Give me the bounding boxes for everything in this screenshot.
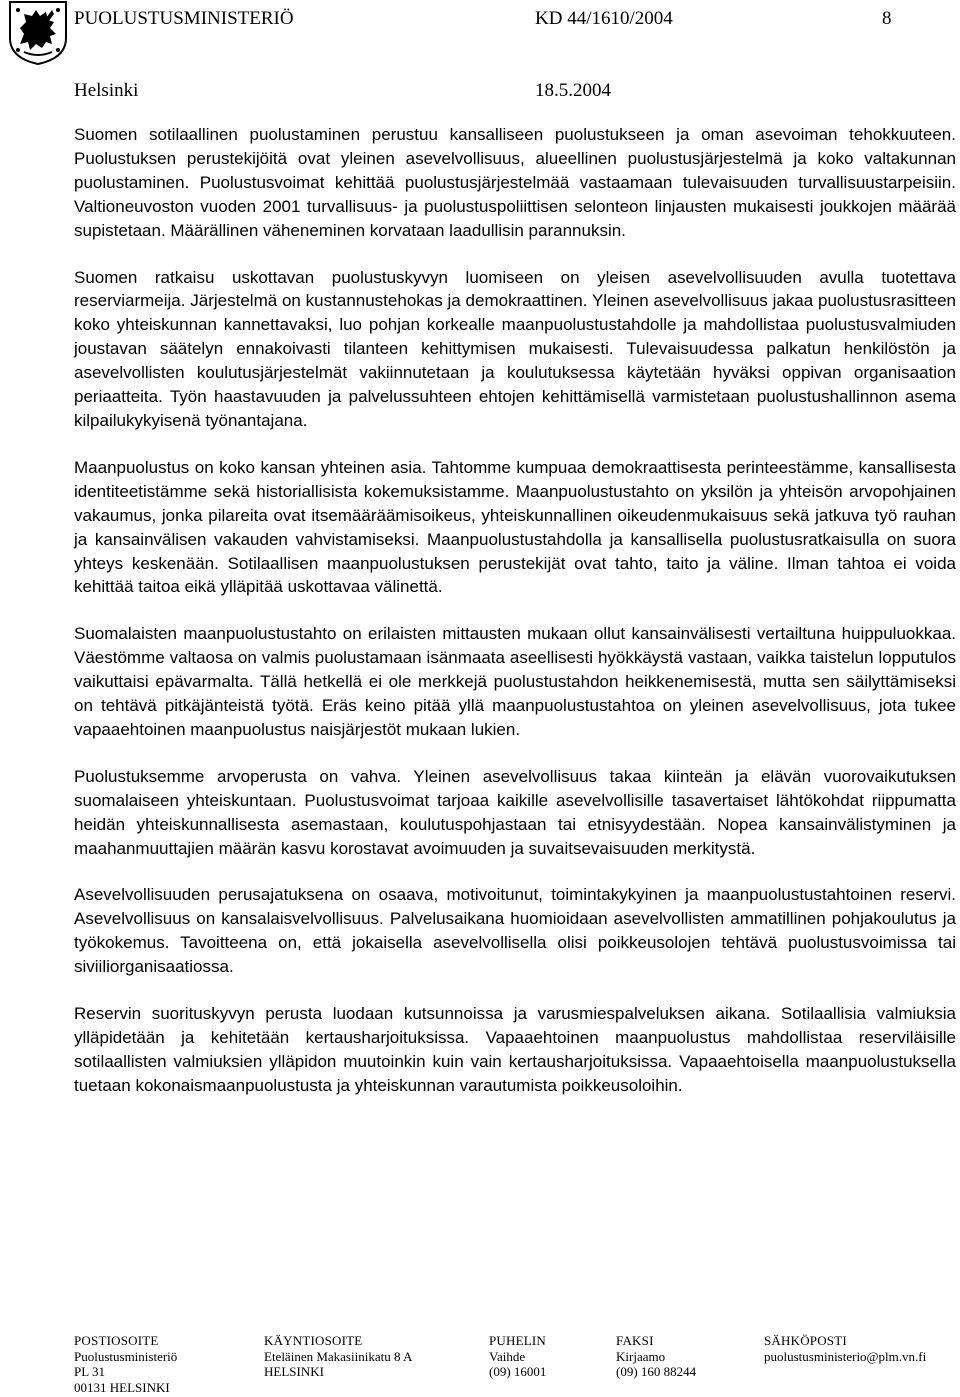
footer-line: HELSINKI [264, 1364, 324, 1379]
paragraph: Asevelvollisuuden perusajatuksena on osaava, motivoitunut, toimintakykyinen ja maanpuolustustahtoinen reservi. Asevelvollisuus on kansalaisvelvollisuus. Palvelusaikana huomioidaan asevelvollisten ammatillinen pohjakoulutus ja työkokemus. Tavoitteena on, että jokaisella asevelvollisella olisi poikkeusolojen tehtävä puolustusvoimissa tai siviiliorganisaatiossa. [74, 885, 956, 977]
footer-line: PL 31 [74, 1364, 105, 1379]
footer-label: POSTIOSOITE [74, 1333, 159, 1348]
footer-line: Kirjaamo [616, 1348, 666, 1364]
footer-label: SÄHKÖPOSTI [764, 1333, 847, 1348]
paragraph: Suomen ratkaisu uskottavan puolustuskyvyn luomiseen on yleisen asevelvollisuuden avulla tuotettava reserviarmeija. Järjestelmä on kustannustehokas ja demokraattinen. Yleinen asevelvollisuus jakaa puolustusrasitteen koko yhteiskunnan kannettavaksi, luo pohjan korkealle maanpuolustustahdolle ja mahdollistaa puolustusvalmiuden joustavan säätelyn ennakoivasti tilanteen kehittymisen mukaisesti. Tulevaisuudessa palkatun henkilöstön ja asevelvollisten koulutusjärjestelmät vakiinnutetaan ja koulutuksessa käytetään hyväksi oppivan organisaation periaatteita. Työn haastavuuden ja palvelussuhteen ehtojen kehittämisellä varmistetaan puolustushallinnon asema kilpailukykyisenä työnantajana. [74, 267, 956, 430]
footer-email-link[interactable]: puolustusministerio@plm.vn.fi [764, 1348, 927, 1364]
footer-label: PUHELIN [489, 1333, 547, 1348]
footer-visiting-address [264, 1333, 412, 1380]
footer-email [764, 1333, 926, 1364]
footer-line: Eteläinen Makasiinikatu 8 A [264, 1348, 413, 1364]
coat-of-arms-icon [6, 0, 70, 66]
footer-postal-address [74, 1333, 177, 1395]
paragraph: Suomalaisten maanpuolustustahto on erilaisten mittausten mukaan ollut kansainvälisesti vertailtuna huippuluokkaa. Väestömme valtaosa on valmis puolustamaan isänmaata aseellisesti hyökkäystä vastaan, vaikka taistelun lopputulos vaikuttaisi epävarmalta. Tällä hetkellä ei ole merkkejä puolustustahdon heikkenemisestä, mutta sen säilyttämiseksi on tehtävä pitkäjänteistä työtä. Eräs keino pitää yllä maanpuolustustahtoa on yleinen asevelvollisuus, jota tukee vapaaehtoinen maanpuolustus naisjärjestöt mukaan lukien. [74, 624, 956, 739]
paragraph: Suomen sotilaallinen puolustaminen perustuu kansalliseen puolustukseen ja oman asevoiman tehokkuuteen. Puolustuksen perustekijöitä ovat yleinen asevelvollisuus, alueellinen puolustusjärjestelmä ja koko valtakunnan puolustaminen. Puolustusvoimat kehittää puolustusjärjestelmää vastaamaan tulevaisuuden turvallisuustarpeisiin. Valtioneuvoston vuoden 2001 turvallisuus- ja puolustuspoliittisen selonteon linjausten mukaisesti joukkojen määrää supistetaan. Määrällinen väheneminen korvataan laadullisin parannuksin. [74, 125, 956, 240]
ministry-name: PUOLUSTUSMINISTERIÖ [74, 8, 294, 29]
footer-phone [489, 1333, 546, 1380]
footer-line: (09) 16001 [489, 1364, 547, 1379]
page-header [0, 0, 960, 110]
footer-line: Puolustusministeriö [74, 1348, 178, 1364]
page-footer [74, 1333, 956, 1397]
footer-label: FAKSI [616, 1333, 654, 1348]
header-city: Helsinki [74, 80, 139, 101]
document-reference: KD 44/1610/2004 [535, 8, 673, 29]
footer-line: 00131 HELSINKI [74, 1379, 170, 1395]
paragraph: Reservin suorituskyvyn perusta luodaan kutsunnoissa ja varusmiespalveluksen aikana. Sotilaallisia valmiuksia ylläpidetään ja kehitetään kertausharjoituksissa. Vapaaehtoinen maanpuolustus mahdollistaa reserviläisille sotilaallisten valmiuksien ylläpidon muutoinkin kuin vain kertausharjoituksissa. Vapaaehtoisella maanpuolustuksella tuetaan kokonaismaanpuolustusta ja yhteiskunnan varautumista poikkeusoloihin. [74, 1004, 956, 1095]
footer-line: (09) 160 88244 [616, 1364, 697, 1379]
document-body [74, 123, 956, 1121]
footer-label: KÄYNTIOSOITE [264, 1333, 363, 1348]
footer-line: Vaihde [489, 1348, 526, 1364]
header-date: 18.5.2004 [535, 80, 611, 101]
page-number: 8 [882, 8, 892, 29]
footer-fax [616, 1333, 696, 1380]
paragraph: Puolustuksemme arvoperusta on vahva. Yleinen asevelvollisuus takaa kiinteän ja elävän vuorovaikutuksen suomalaiseen yhteiskuntaan. Puolustusvoimat tarjoaa kaikille asevelvollisille tasavertaiset lähtökohdat riippumatta heidän yhteiskunnallisesta asemastaan, koulutuspohjastaan tai etnisyydestään. Nopea kansainvälistyminen ja maahanmuuttajien määrän kasvu korostavat avoimuuden ja suvaitsevaisuuden merkitystä. [74, 766, 956, 858]
paragraph: Maanpuolustus on koko kansan yhteinen asia. Tahtomme kumpuaa demokraattisesta perinteestämme, kansallisesta identiteetistämme sekä historiallisista kokemuksistamme. Maanpuolustustahto on yksilön ja yhteisön arvopohjainen vakaumus, jonka pilareita ovat itsemääräämisoikeus, yhteiskunnallinen oikeudenmukaisuus sekä jatkuva työ rauhan ja kansainvälisen vakauden vahvistamiseksi. Maanpuolustustahdolla ja kansallisella puolustusratkaisulla on suora yhteys keskenään. Sotilaallisen maanpuolustuksen perustekijät ovat tahto, taito ja väline. Ilman tahtoa ei voida kehittää taitoa eikä ylläpitää uskottavaa välinettä. [74, 457, 956, 597]
